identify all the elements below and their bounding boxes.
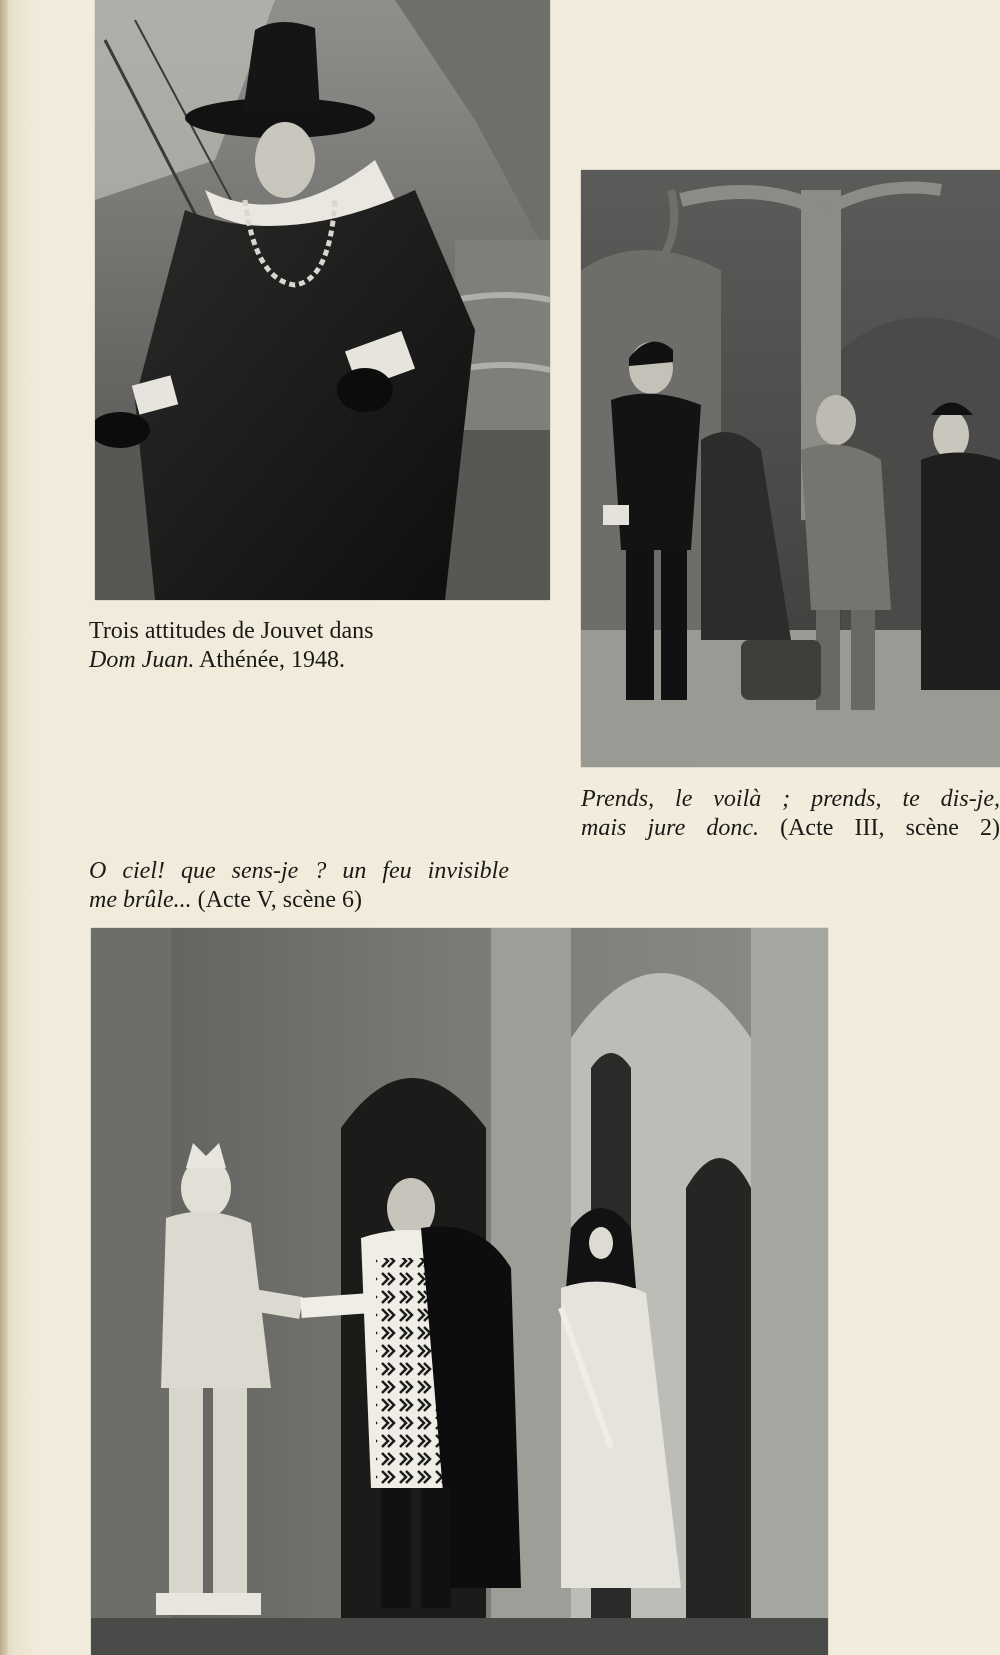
caption-act5-line2 xyxy=(89,886,509,915)
scene-act5-photo-image xyxy=(91,928,828,1655)
caption-portrait xyxy=(89,617,509,675)
caption-portrait-venue: Athénée, 1948. xyxy=(194,647,345,673)
caption-portrait-title-italic: Dom Juan. xyxy=(89,647,195,673)
caption-portrait-line1: Trois attitudes de Jouvet dans xyxy=(89,618,374,644)
page-binding-edge xyxy=(0,0,8,1655)
caption-scene-act5 xyxy=(89,857,509,915)
caption-scene-act3 xyxy=(581,785,1000,843)
caption-portrait-line2 xyxy=(89,646,509,675)
caption-act3-reference: (Acte III, scène 2) xyxy=(759,815,1000,841)
photo-scene-act5 xyxy=(91,928,828,1655)
caption-act3-quote-end: mais jure donc. xyxy=(581,815,759,841)
caption-act5-reference: (Acte V, scène 6) xyxy=(191,887,363,913)
photo-portrait-jouvet xyxy=(95,0,550,600)
scene-act3-photo-image xyxy=(581,170,1000,767)
caption-act5-line1: O ciel! que sens-je ? un feu invisible xyxy=(89,858,509,884)
portrait-photo-image xyxy=(95,0,550,600)
caption-act5-quote-end: me brûle... xyxy=(89,887,192,913)
caption-act3-line2 xyxy=(581,814,1000,843)
photo-scene-act3 xyxy=(581,170,1000,767)
caption-act3-line1: Prends, le voilà ; prends, te dis-je, xyxy=(581,786,1000,812)
